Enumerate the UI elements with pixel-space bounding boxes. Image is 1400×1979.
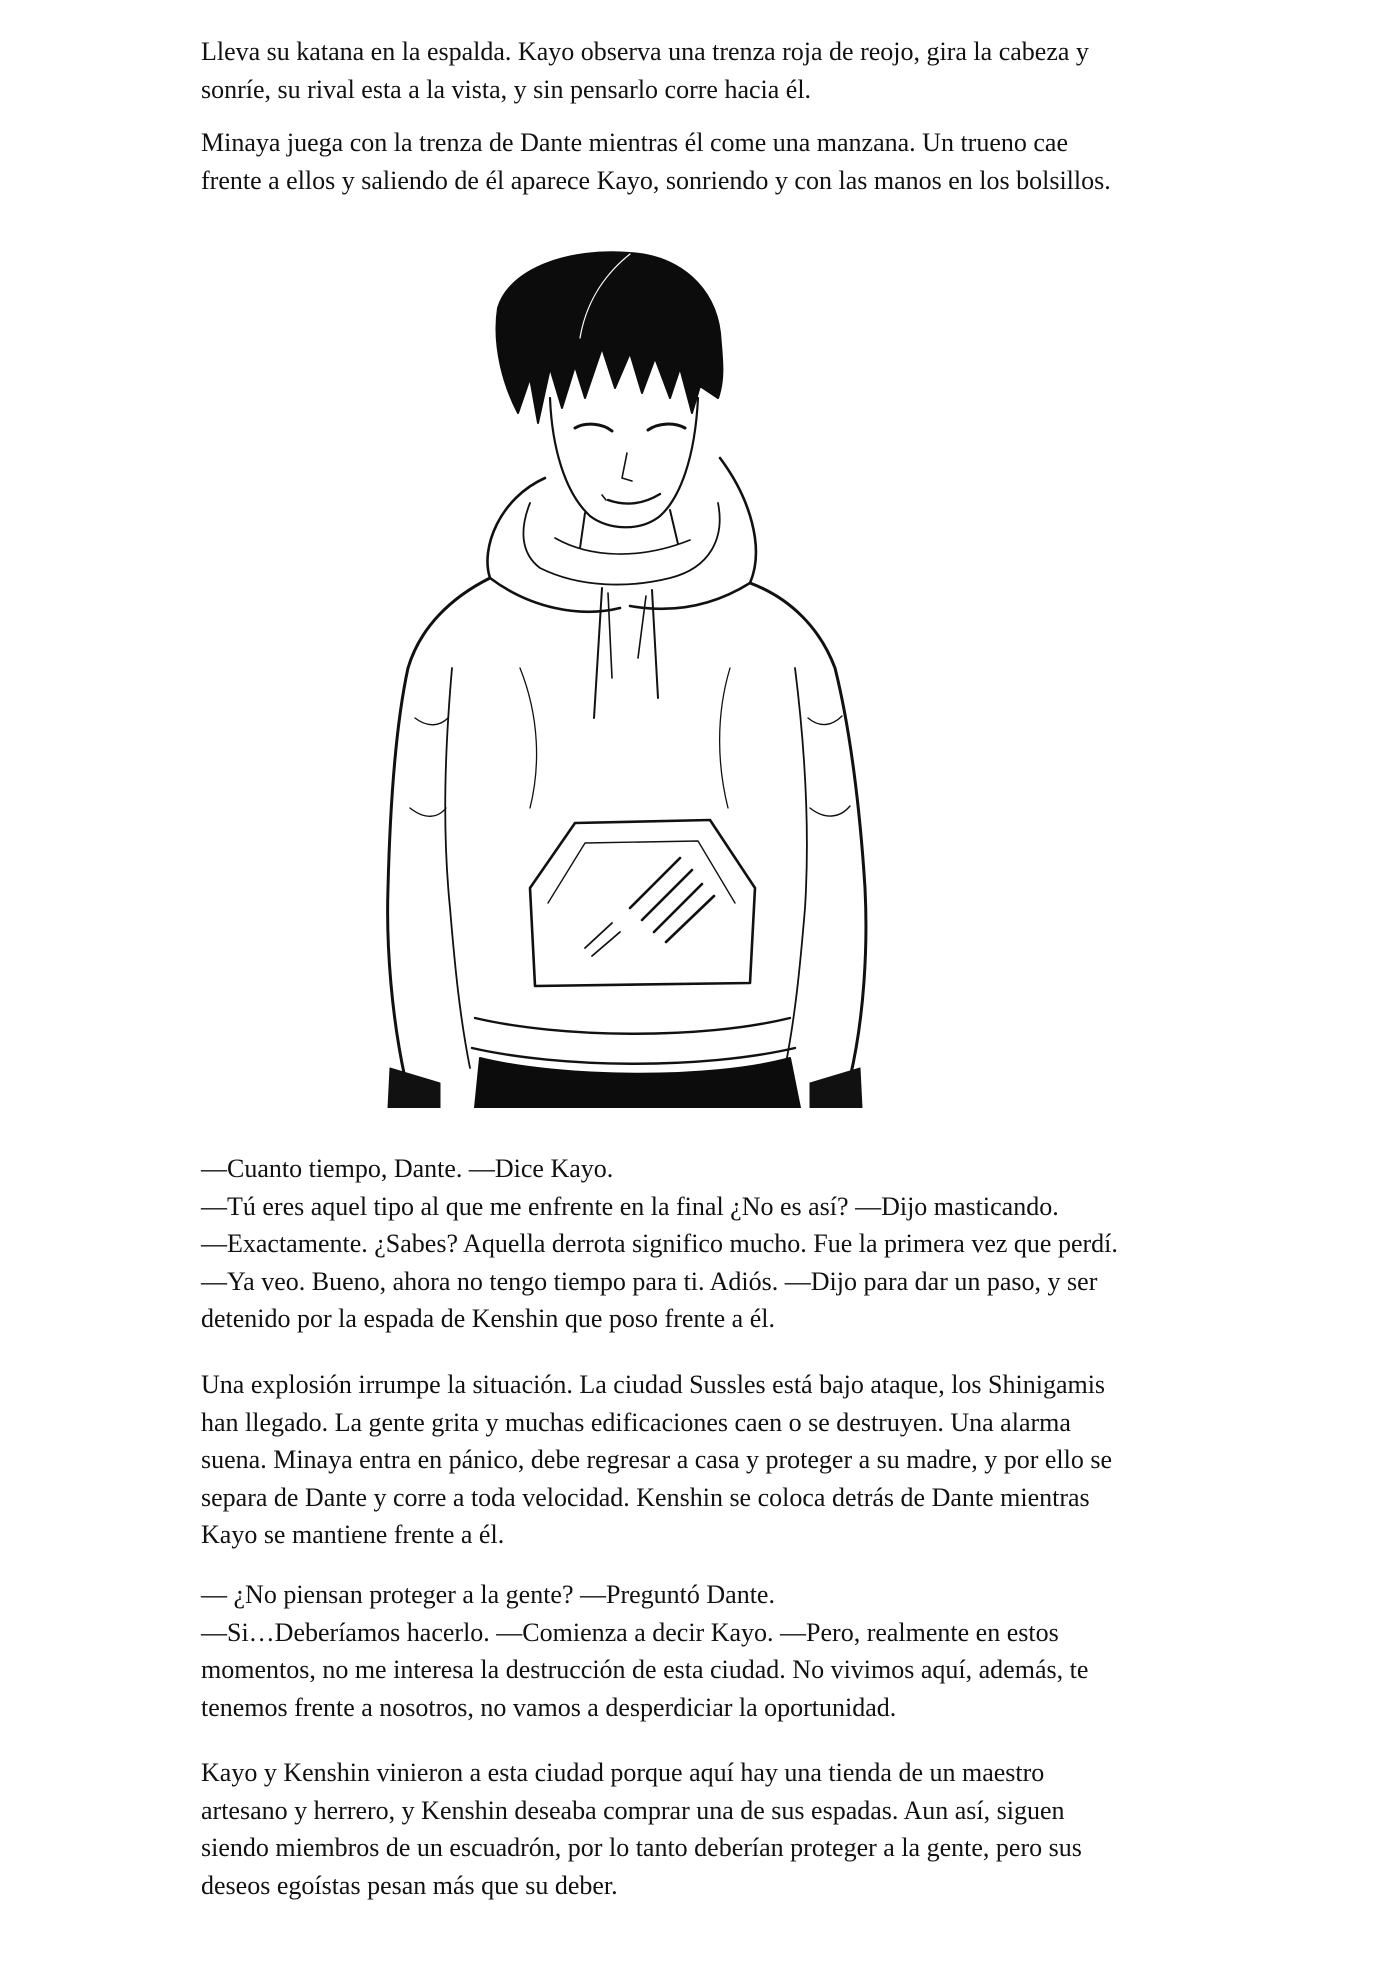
text-line: Lleva su katana en la espalda. Kayo observa una trenza roja de reojo, gira la cabeza y <box>201 37 1089 66</box>
text-line: momentos, no me interesa la destrucción de esta ciudad. No vivimos aquí, además, te <box>201 1655 1089 1684</box>
text-line: —Tú eres aquel tipo al que me enfrente en la final ¿No es así? —Dijo masticando. <box>201 1191 1059 1221</box>
text-line: Una explosión irrumpe la situación. La ciudad Sussles está bajo ataque, los Shinigamis <box>201 1370 1106 1399</box>
paragraph-explosion <box>201 1366 1211 1554</box>
dialogue-protect <box>201 1576 1211 1726</box>
text-line: suena. Minaya entra en pánico, debe regresar a casa y proteger a su madre, y por ello se <box>201 1445 1113 1474</box>
kayo-hoodie-illustration <box>380 248 920 1108</box>
text-line: Kayo se mantiene frente a él. <box>201 1520 505 1549</box>
paragraph-opening <box>201 33 1211 108</box>
text-line: —Exactamente. ¿Sabes? Aquella derrota significo mucho. Fue la primera vez que perdí. <box>201 1229 1118 1258</box>
text-line: frente a ellos y saliendo de él aparece Kayo, sonriendo y con las manos en los bolsillos. <box>201 165 1111 195</box>
text-line: —Cuanto tiempo, Dante. —Dice Kayo. <box>201 1154 614 1183</box>
paragraph-motive <box>201 1754 1211 1904</box>
paragraph-thunder <box>201 124 1211 199</box>
text-line: artesano y herrero, y Kenshin deseaba comprar una de sus espadas. Aun así, siguen <box>201 1795 1065 1825</box>
text-line: —Ya veo. Bueno, ahora no tengo tiempo para ti. Adiós. —Dijo para dar un paso, y ser <box>201 1266 1098 1296</box>
text-line: sonríe, su rival esta a la vista, y sin pensarlo corre hacia él. <box>201 74 812 104</box>
text-line: tenemos frente a nosotros, no vamos a desperdiciar la oportunidad. <box>201 1692 897 1722</box>
text-line: deseos egoístas pesan más que su deber. <box>201 1870 618 1900</box>
text-line: separa de Dante y corre a toda velocidad. Kenshin se coloca detrás de Dante mientras <box>201 1482 1090 1512</box>
text-line: siendo miembros de un escuadrón, por lo tanto deberían proteger a la gente, pero sus <box>201 1833 1082 1862</box>
text-line: — ¿No piensan proteger a la gente? —Preguntó Dante. <box>201 1580 775 1609</box>
text-line: Minaya juega con la trenza de Dante mientras él come una manzana. Un trueno cae <box>201 128 1068 157</box>
dialogue-reunion <box>201 1150 1211 1338</box>
text-line: Kayo y Kenshin vinieron a esta ciudad porque aquí hay una tienda de un maestro <box>201 1758 1045 1787</box>
text-line: han llegado. La gente grita y muchas edificaciones caen o se destruyen. Una alarma <box>201 1407 1071 1437</box>
text-line: —Si…Deberíamos hacerlo. —Comienza a decir Kayo. —Pero, realmente en estos <box>201 1617 1059 1647</box>
text-line: detenido por la espada de Kenshin que poso frente a él. <box>201 1304 775 1333</box>
